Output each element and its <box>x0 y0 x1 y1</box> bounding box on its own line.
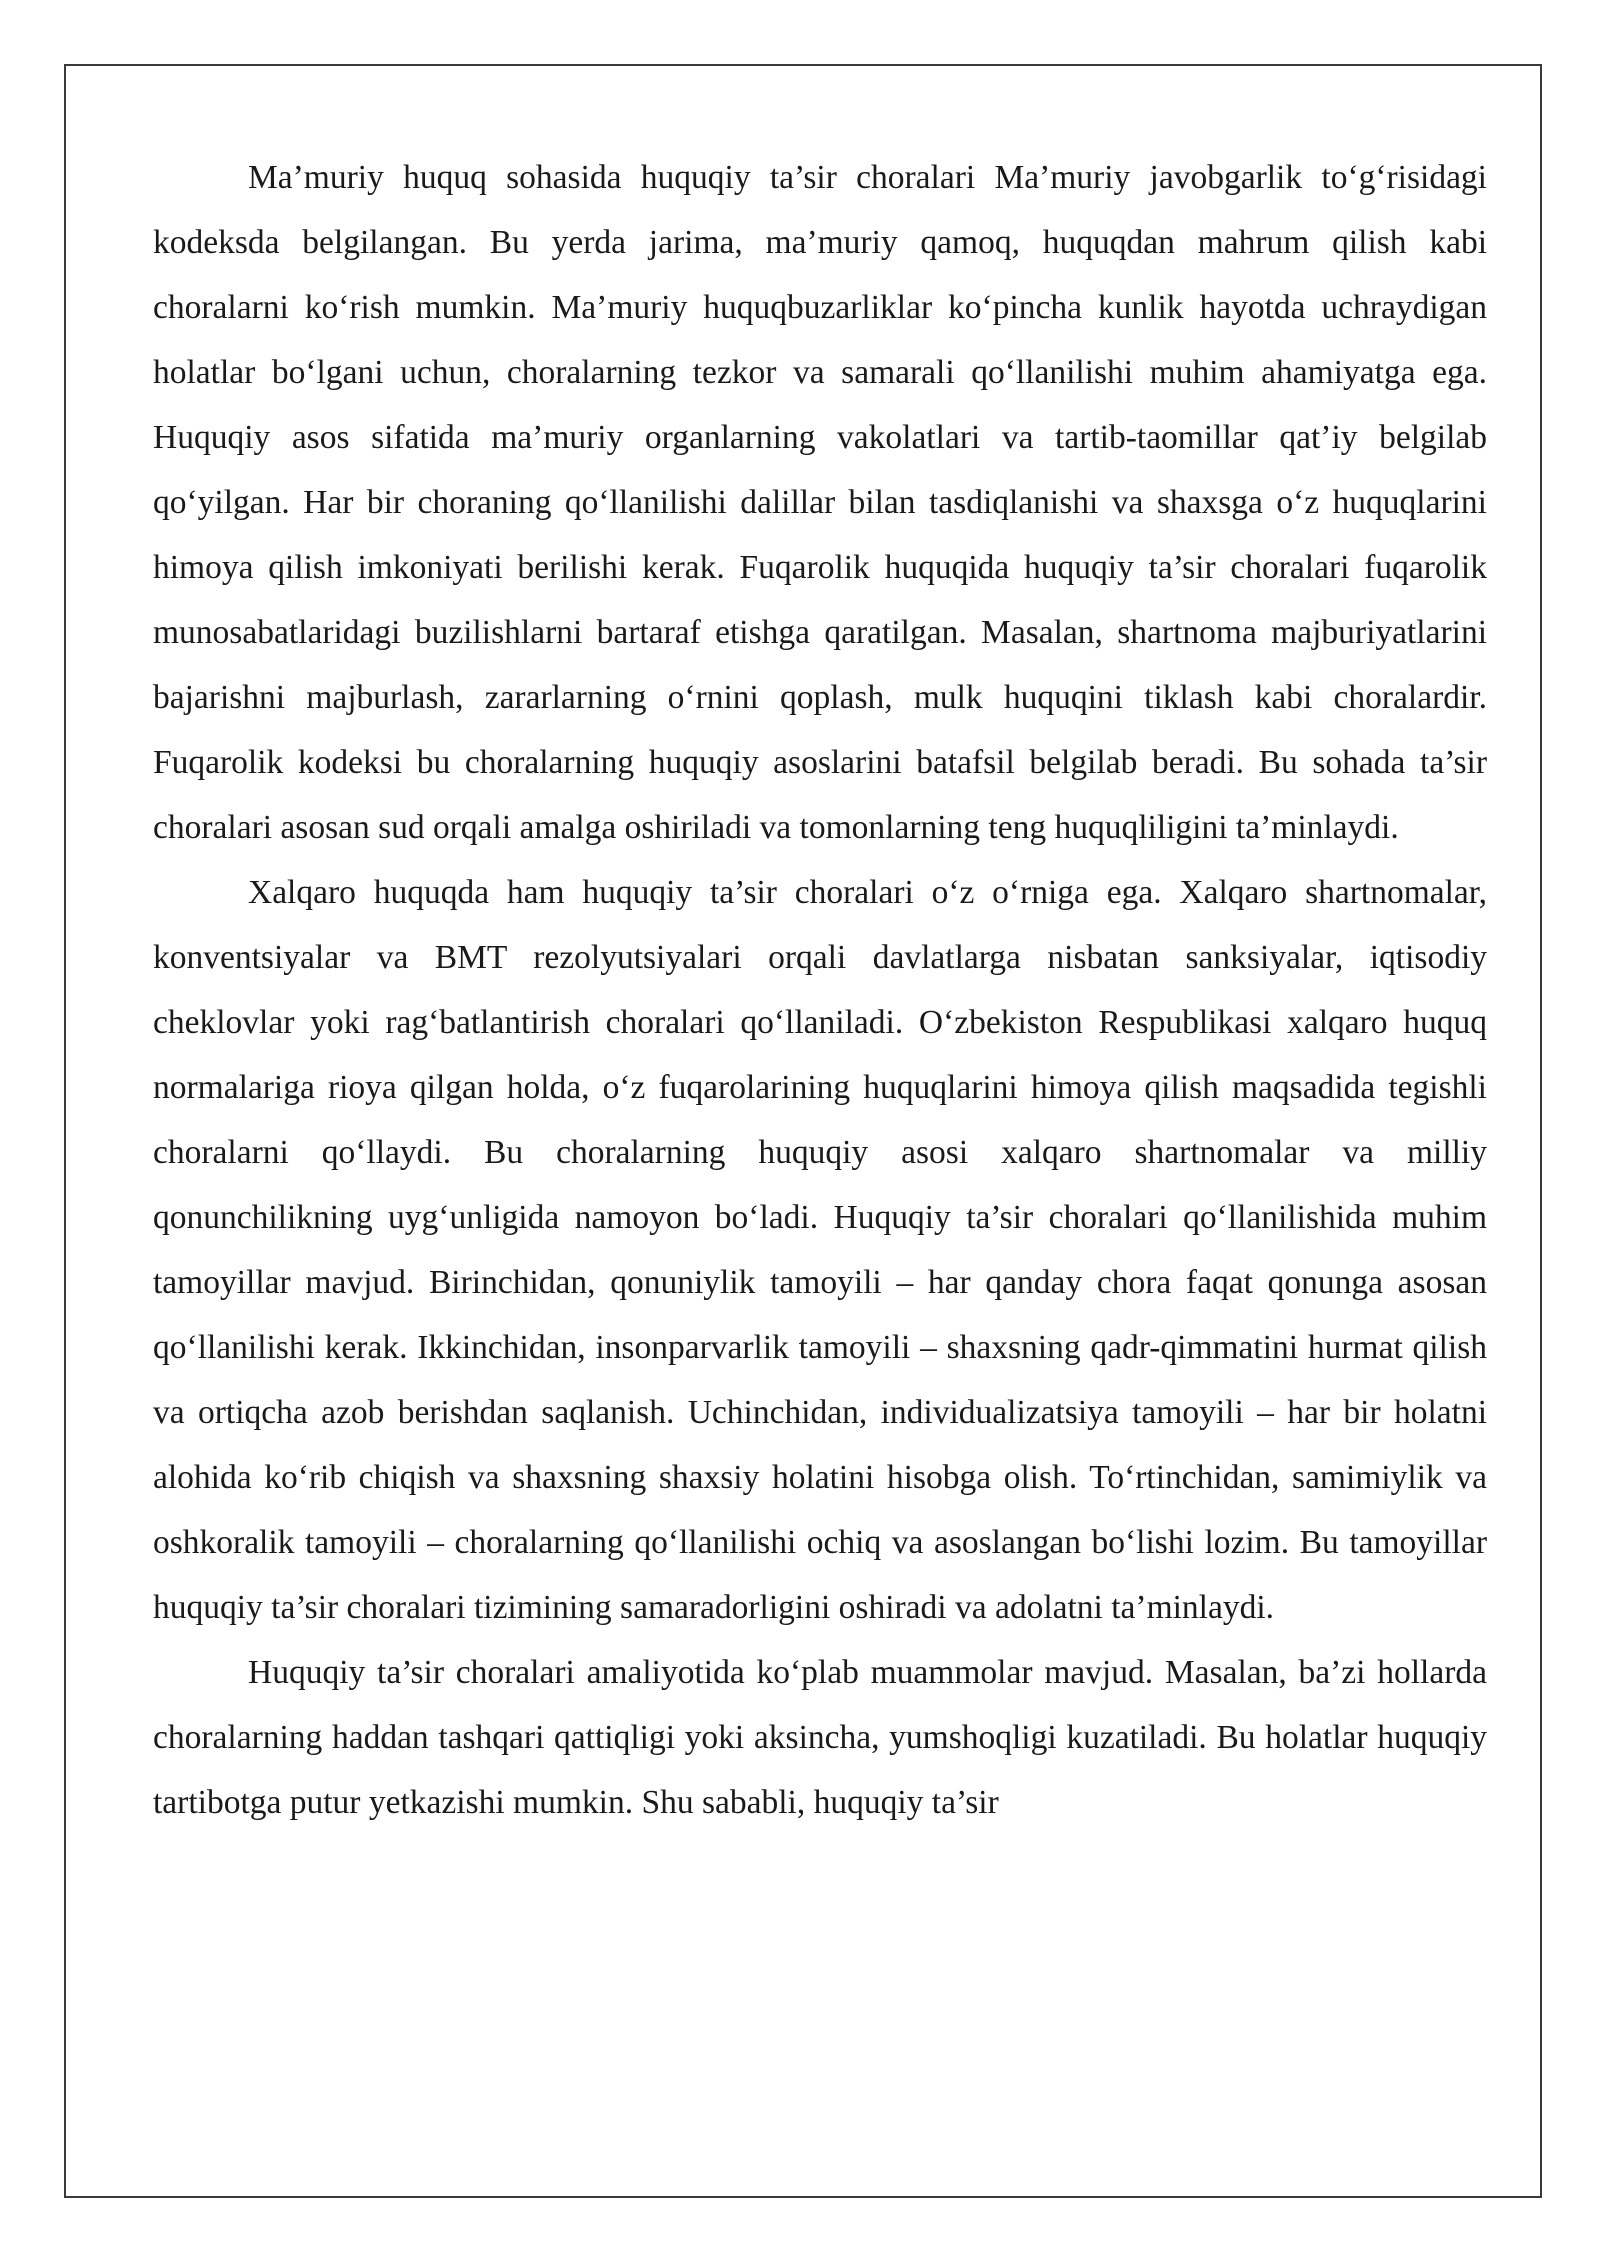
paragraph-practice-problems: Huquqiy ta’sir choralari amaliyotida ko‘plab muammolar mavjud. Masalan, ba’zi hollarda choralarning haddan tashqari qattiqligi yoki aksincha, yumshoqligi kuzatiladi. Bu holatlar huquqiy tartibotga putur yetkazishi mumkin. Shu sababli, huquqiy ta’sir <box>153 1654 1487 1821</box>
document-body <box>153 145 1487 1835</box>
paragraph-international-law-principles: Xalqaro huquqda ham huquqiy ta’sir choralari o‘z o‘rniga ega. Xalqaro shartnomalar, konventsiyalar va BMT rezolyutsiyalari orqali davlatlarga nisbatan sanksiyalar, iqtisodiy cheklovlar yoki rag‘batlantirish choralari qo‘llaniladi. O‘zbekiston Respublikasi xalqaro huquq normalariga rioya qilgan holda, o‘z fuqarolarining huquqlarini himoya qilish maqsadida tegishli choralarni qo‘llaydi. Bu choralarning huquqiy asosi xalqaro shartnomalar va milliy qonunchilikning uyg‘unligida namoyon bo‘ladi. Huquqiy ta’sir choralari qo‘llanilishida muhim tamoyillar mavjud. Birinchidan, qonuniylik tamoyili – har qanday chora faqat qonunga asosan qo‘llanilishi kerak. Ikkinchidan, insonparvarlik tamoyili – shaxsning qadr-qimmatini hurmat qilish va ortiqcha azob berishdan saqlanish. Uchinchidan, individualizatsiya tamoyili – har bir holatni alohida ko‘rib chiqish va shaxsning shaxsiy holatini hisobga olish. To‘rtinchidan, samimiylik va oshkoralik tamoyili – choralarning qo‘llanilishi ochiq va asoslangan bo‘lishi lozim. Bu tamoyillar huquqiy ta’sir choralari tizimining samaradorligini oshiradi va adolatni ta’minlaydi. <box>153 874 1487 1626</box>
paragraph-administrative-civil-law: Ma’muriy huquq sohasida huquqiy ta’sir choralari Ma’muriy javobgarlik to‘g‘risidagi kodeksda belgilangan. Bu yerda jarima, ma’muriy qamoq, huquqdan mahrum qilish kabi choralarni ko‘rish mumkin. Ma’muriy huquqbuzarliklar ko‘pincha kunlik hayotda uchraydigan holatlar bo‘lgani uchun, choralarning tezkor va samarali qo‘llanilishi muhim ahamiyatga ega. Huquqiy asos sifatida ma’muriy organlarning vakolatlari va tartib-taomillar qat’iy belgilab qo‘yilgan. Har bir choraning qo‘llanilishi dalillar bilan tasdiqlanishi va shaxsga o‘z huquqlarini himoya qilish imkoniyati berilishi kerak. Fuqarolik huquqida huquqiy ta’sir choralari fuqarolik munosabatlaridagi buzilishlarni bartaraf etishga qaratilgan. Masalan, shartnoma majburiyatlarini bajarishni majburlash, zararlarning o‘rnini qoplash, mulk huquqini tiklash kabi choralardir. Fuqarolik kodeksi bu choralarning huquqiy asoslarini batafsil belgilab beradi. Bu sohada ta’sir choralari asosan sud orqali amalga oshiriladi va tomonlarning teng huquqliligini ta’minlaydi. <box>153 159 1487 846</box>
